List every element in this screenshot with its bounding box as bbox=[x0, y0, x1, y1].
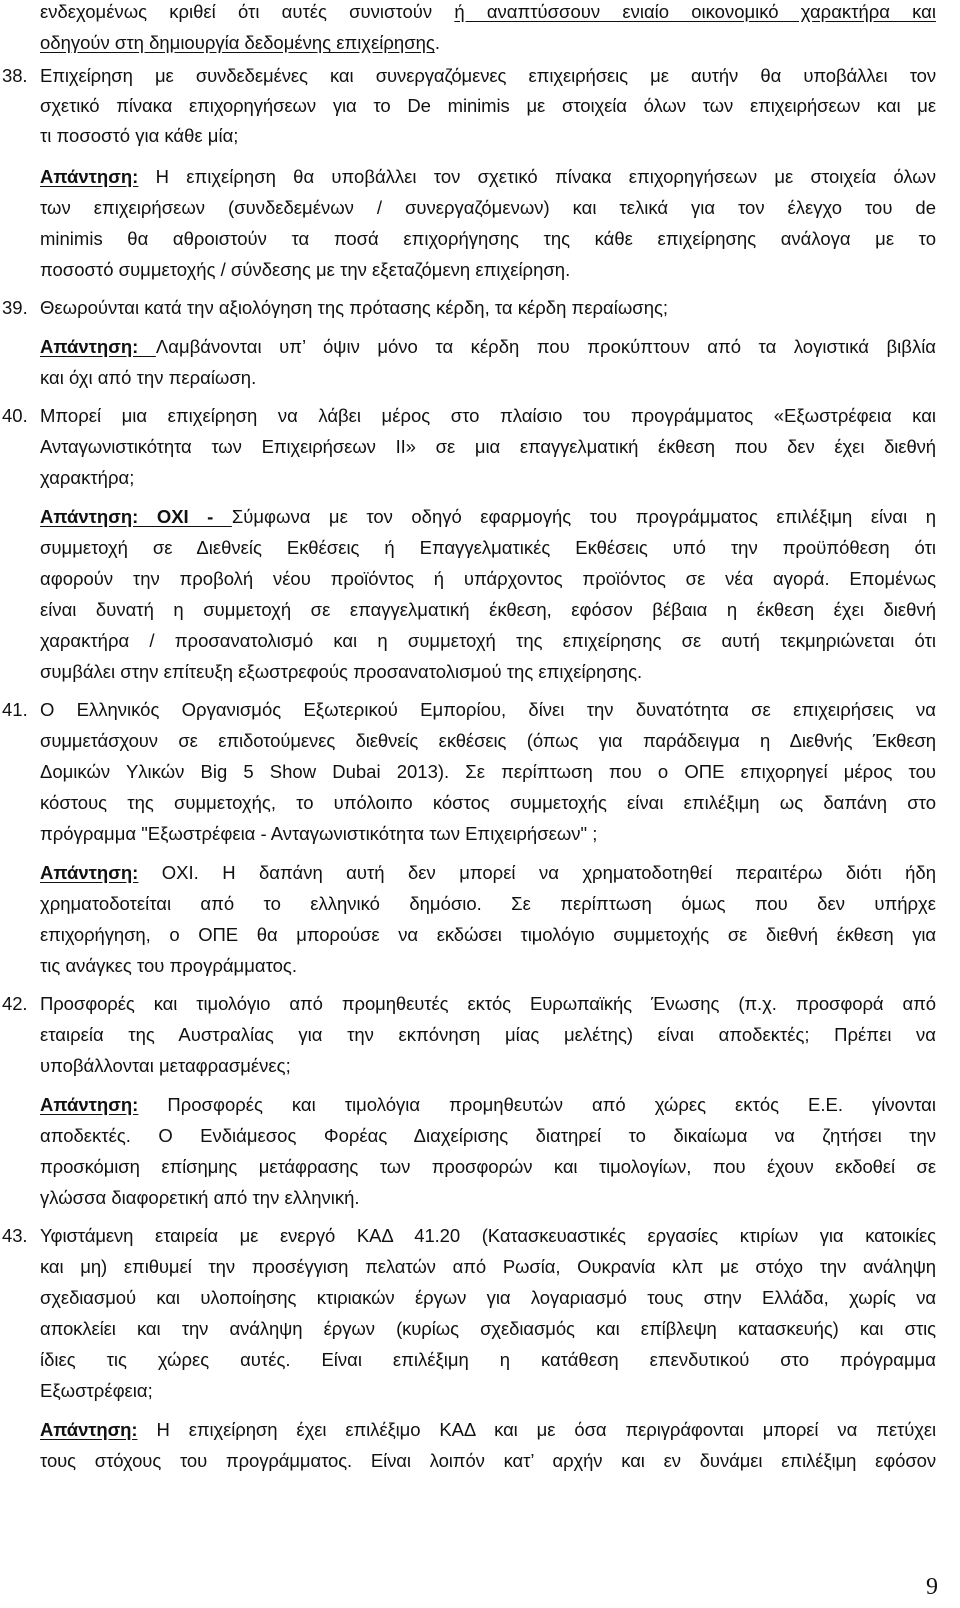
question-line bbox=[40, 94, 936, 118]
question-text: τι ποσοστό για κάθε μία; bbox=[40, 125, 239, 146]
answer-text: χρηματοδοτείται από το ελληνικό δημόσιο. Σε περίπτωση όμως που δεν υπήρχε bbox=[40, 893, 936, 914]
answer-text: συμμετοχή σε Διεθνείς Εκθέσεις ή Επαγγελματικές Εκθέσεις υπό την προϋπόθεση ότι bbox=[40, 537, 936, 558]
question-line bbox=[40, 466, 936, 490]
question-line bbox=[40, 1286, 936, 1310]
underlined-text: οδηγούν στη δημιουργία δεδομένης επιχείρησης bbox=[40, 32, 435, 53]
item-number: 39. bbox=[2, 297, 28, 318]
text-line bbox=[40, 31, 936, 55]
answer-line bbox=[40, 196, 936, 220]
answer-line bbox=[40, 1124, 936, 1148]
answer-line bbox=[40, 258, 936, 282]
underlined-text: ή αναπτύσσουν ενιαίο οικονομικό χαρακτήρα και bbox=[454, 1, 936, 22]
question-text: σχετικό πίνακα επιχορηγήσεων για το De minimis με στοιχεία όλων των επιχειρήσεων και με bbox=[40, 95, 936, 116]
answer-text: Η επιχείρηση θα υποβάλλει τον σχετικό πίνακα επιχορηγήσεων με στοιχεία όλων bbox=[138, 166, 936, 187]
question-text: Ο Ελληνικός Οργανισμός Εξωτερικού Εμπορίου, δίνει την δυνατότητα σε επιχειρήσεις να bbox=[40, 699, 936, 720]
answer-text: αφορούν την προβολή νέου προϊόντος ή υπάρχοντος προϊόντος σε νέα αγορά. Επομένως bbox=[40, 568, 936, 589]
answer-label: Απάντηση: bbox=[40, 166, 139, 187]
answer-label: Απάντηση: bbox=[40, 1094, 139, 1115]
answer-line bbox=[40, 536, 936, 560]
question-text: κόστους της συμμετοχής, το υπόλοιπο κόστος συμμετοχής είναι επιλέξιμη ως δαπάνη στο bbox=[40, 792, 936, 813]
question-line bbox=[40, 729, 936, 753]
item-number: 42. bbox=[2, 993, 28, 1014]
question-text: υποβάλλονται μεταφρασμένες; bbox=[40, 1055, 291, 1076]
answer-line bbox=[40, 892, 936, 916]
answer-text: Λαμβάνονται υπ’ όψιν μόνο τα κέρδη που προκύπτουν από τα λογιστικά βιβλία bbox=[155, 336, 936, 357]
answer-text: επιχορήγηση, ο ΟΠΕ θα μπορούσε να εκδώσει τιμολόγιο συμμετοχής σε διεθνή έκθεση για bbox=[40, 924, 936, 945]
question-text: Θεωρούνται κατά την αξιολόγηση της πρότασης κέρδη, τα κέρδη περαίωσης; bbox=[40, 297, 669, 318]
item-number: 41. bbox=[2, 699, 28, 720]
item-number: 38. bbox=[2, 65, 28, 86]
question-line bbox=[40, 1023, 936, 1047]
answer-text: προσκόμιση επίσημης μετάφρασης των προσφορών και τιμολογίων, που έχουν εκδοθεί σε bbox=[40, 1156, 936, 1177]
item-number: 40. bbox=[2, 405, 28, 426]
question-text: ίδιες τις χώρες αυτές. Είναι επιλέξιμη η κατάθεση επενδυτικού στο πρόγραμμα bbox=[40, 1349, 936, 1370]
answer-line bbox=[40, 660, 936, 684]
answer-label: Απάντηση: ΟΧΙ - bbox=[40, 506, 232, 527]
question-line bbox=[40, 1317, 936, 1341]
question-text: Μπορεί μια επιχείρηση να λάβει μέρος στο πλαίσιο του προγράμματος «Εξωστρέφεια και bbox=[40, 405, 936, 426]
answer-line bbox=[40, 165, 936, 189]
question-text: πρόγραμμα "Εξωστρέφεια - Ανταγωνιστικότητα των Επιχειρήσεων" ; bbox=[40, 823, 598, 844]
question-line bbox=[40, 1255, 936, 1279]
answer-line bbox=[40, 629, 936, 653]
answer-text: γλώσσα διαφορετική από την ελληνική. bbox=[40, 1187, 360, 1208]
question-text: Υφιστάμενη εταιρεία με ενεργό ΚΑΔ 41.20 (Κατασκευαστικές εργασίες κτιρίων για κατοικίες bbox=[40, 1225, 936, 1246]
answer-text: ποσοστό συμμετοχής / σύνδεσης με την εξεταζόμενη επιχείρηση. bbox=[40, 259, 571, 280]
question-line bbox=[40, 435, 936, 459]
question-line bbox=[40, 791, 936, 815]
answer-line bbox=[40, 1186, 936, 1210]
answer-line bbox=[40, 1449, 936, 1473]
question-text: Επιχείρηση με συνδεδεμένες και συνεργαζόμενες επιχειρήσεις με αυτήν θα υποβάλλει τον bbox=[40, 65, 936, 86]
question-text: Προσφορές και τιμολόγιο από προμηθευτές εκτός Ευρωπαϊκής Ένωσης (π.χ. προσφορά από bbox=[40, 993, 936, 1014]
item-number: 43. bbox=[2, 1225, 28, 1246]
answer-text: Σύμφωνα με τον οδηγό εφαρμογής του προγράμματος επιλέξιμη είναι η bbox=[231, 506, 936, 527]
text-span: . bbox=[434, 32, 440, 53]
question-line bbox=[2, 992, 936, 1016]
answer-line bbox=[40, 954, 936, 978]
question-line bbox=[40, 1054, 936, 1078]
answer-line bbox=[40, 1093, 936, 1117]
question-line bbox=[2, 698, 936, 722]
answer-line bbox=[40, 227, 936, 251]
answer-line bbox=[40, 923, 936, 947]
question-text: Ανταγωνιστικότητα των Επιχειρήσεων ΙΙ» σε μια επαγγελματική έκθεση που δεν έχει διεθνή bbox=[40, 436, 936, 457]
answer-text: τις ανάγκες του προγράμματος. bbox=[40, 955, 297, 976]
answer-text: αποδεκτές. Ο Ενδιάμεσος Φορέας Διαχείρισης διατηρεί το δικαίωμα να ζητήσει την bbox=[40, 1125, 936, 1146]
question-line bbox=[40, 760, 936, 784]
answer-text: των επιχειρήσεων (συνδεδεμένων / συνεργαζόμενων) και τελικά για τον έλεγχο του de bbox=[40, 197, 936, 218]
answer-line bbox=[40, 861, 936, 885]
answer-line bbox=[40, 366, 936, 390]
answer-line bbox=[40, 1418, 936, 1442]
answer-text: τους στόχους του προγράμματος. Είναι λοιπόν κατ’ αρχήν και εν δυνάμει επιλέξιμη εφόσον bbox=[40, 1450, 936, 1471]
answer-line bbox=[40, 335, 936, 359]
answer-label: Απάντηση: bbox=[40, 1419, 138, 1440]
question-line bbox=[40, 124, 936, 148]
answer-text: χαρακτήρα / προσανατολισμό και η συμμετοχή της επιχείρησης σε αυτή τεκμηριώνεται ότι bbox=[40, 630, 936, 651]
answer-text: ΟΧΙ. Η δαπάνη αυτή δεν μπορεί να χρηματοδοτηθεί περαιτέρω διότι ήδη bbox=[138, 862, 936, 883]
question-line bbox=[2, 296, 936, 320]
question-line bbox=[2, 404, 936, 428]
question-text: χαρακτήρα; bbox=[40, 467, 135, 488]
answer-text: συμβάλει στην επίτευξη εξωστρεφούς προσανατολισμού της επιχείρησης. bbox=[40, 661, 643, 682]
answer-line bbox=[40, 567, 936, 591]
question-line bbox=[2, 64, 936, 88]
question-line bbox=[40, 822, 936, 846]
answer-line bbox=[40, 505, 936, 529]
answer-label: Απάντηση: bbox=[40, 862, 139, 883]
question-text: σχεδιασμού και υλοποίησης κτιριακών έργων για λογαριασμό τους στην Ελλάδα, χωρίς να bbox=[40, 1287, 936, 1308]
question-text: Δομικών Υλικών Big 5 Show Dubai 2013). Σε περίπτωση που ο ΟΠΕ επιχορηγεί μέρος του bbox=[40, 761, 936, 782]
text-span: ενδεχομένως κριθεί ότι αυτές συνιστούν bbox=[40, 1, 455, 22]
answer-text: minimis θα αθροιστούν τα ποσά επιχορήγησης της κάθε επιχείρησης ανάλογα με το bbox=[40, 228, 936, 249]
question-line bbox=[40, 1348, 936, 1372]
answer-line bbox=[40, 598, 936, 622]
answer-text: Η επιχείρηση έχει επιλέξιμο ΚΑΔ και με όσα περιγράφονται μπορεί να πετύχει bbox=[137, 1419, 936, 1440]
question-line bbox=[2, 1224, 936, 1248]
question-line bbox=[40, 1379, 936, 1403]
question-text: εταιρεία της Αυστραλίας για την εκπόνηση μίας μελέτης) είναι αποδεκτές; Πρέπει να bbox=[40, 1024, 936, 1045]
text-line bbox=[40, 0, 936, 24]
answer-text: Προσφορές και τιμολόγια προμηθευτών από χώρες εκτός Ε.Ε. γίνονται bbox=[138, 1094, 936, 1115]
page-number: 9 bbox=[926, 1574, 938, 1600]
answer-line bbox=[40, 1155, 936, 1179]
question-text: Εξωστρέφεια; bbox=[40, 1380, 153, 1401]
answer-text: και όχι από την περαίωση. bbox=[40, 367, 257, 388]
question-text: αποκλείει και την ανάληψη έργων (κυρίως σχεδιασμός και επίβλεψη κατασκευής) και στις bbox=[40, 1318, 936, 1339]
answer-label: Απάντηση: bbox=[40, 336, 156, 357]
answer-text: είναι δυνατή η συμμετοχή σε επαγγελματική έκθεση, εφόσον βέβαια η έκθεση έχει διεθνή bbox=[40, 599, 936, 620]
question-text: και μη) επιθυμεί την προσέγγιση πελατών από Ρωσία, Ουκρανία κλπ με στόχο την ανάληψη bbox=[40, 1256, 936, 1277]
question-text: συμμετάσχουν σε επιδοτούμενες διεθνείς εκθέσεις (όπως για παράδειγμα η Διεθνής Έκθεση bbox=[40, 730, 936, 751]
